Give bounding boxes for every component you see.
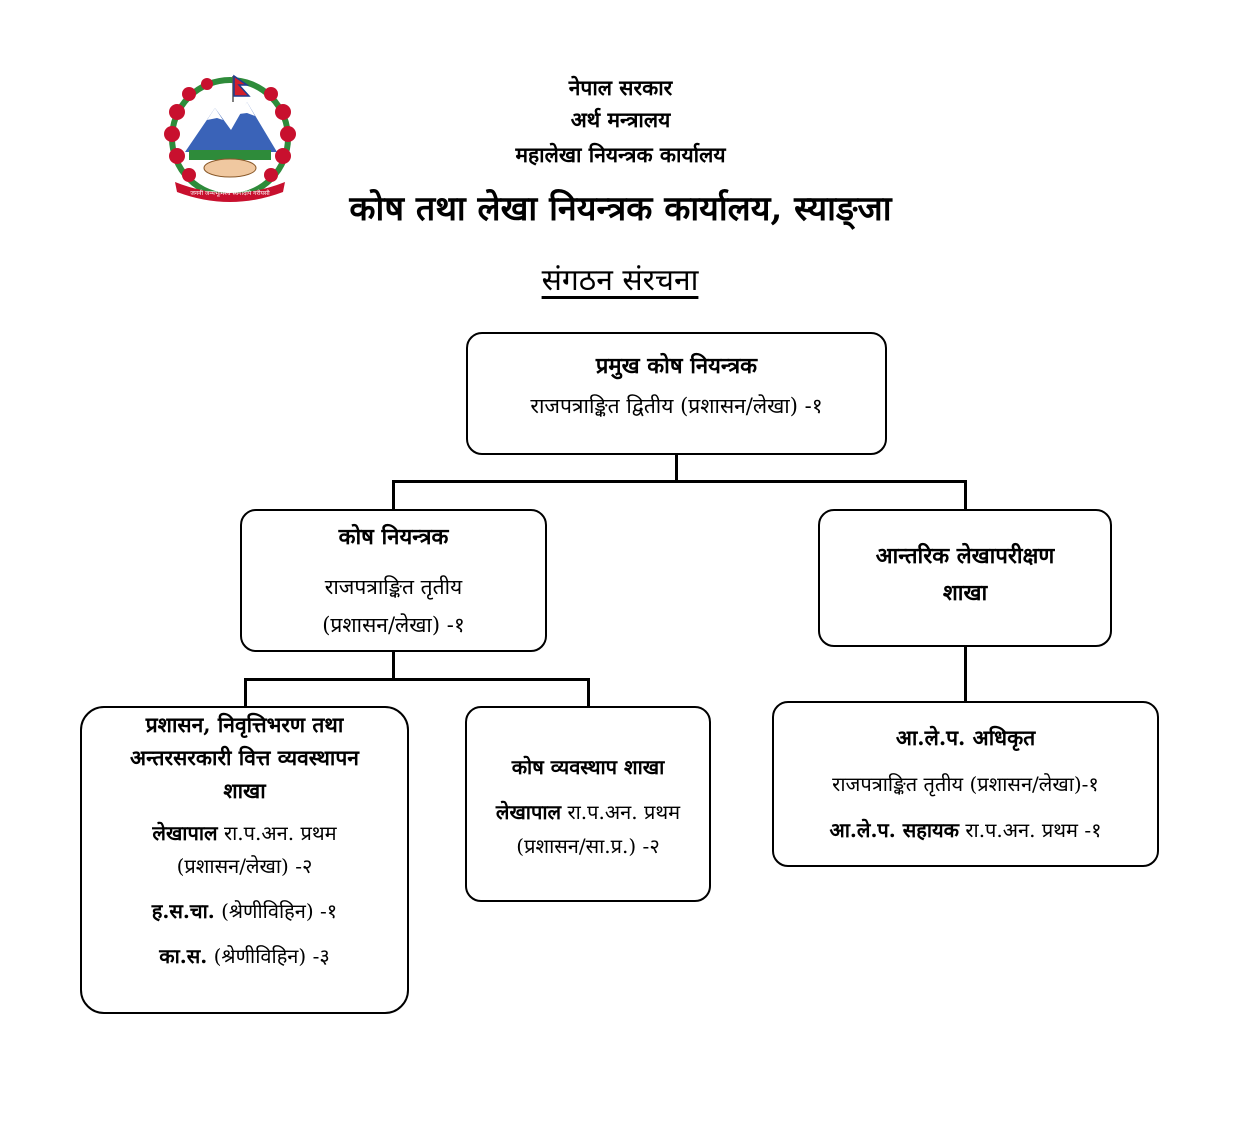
controller-service: (प्रशासन/लेखा) -१ [322, 613, 465, 637]
admin-office-assistant-row [82, 941, 407, 971]
auditors-assistant-post: आ.ले.प. सहायक [829, 818, 959, 842]
header-department: महालेखा नियन्त्रक कार्यालय [515, 142, 726, 167]
connector [392, 480, 967, 483]
treasury-accountant-post: लेखापाल [495, 800, 562, 824]
admin-office-assistant-rank: (श्रेणीविहिन) -३ [207, 944, 330, 968]
office-title: कोष तथा लेखा नियन्त्रक कार्यालय, स्याङ्जा [349, 189, 892, 229]
audit-title-line1: आन्तरिक लेखापरीक्षण [875, 543, 1055, 569]
connector [392, 651, 395, 680]
admin-accountant-service: (प्रशासन/लेखा) -२ [176, 854, 313, 878]
connector [964, 646, 967, 702]
admin-title-line1: प्रशासन, निवृत्तिभरण तथा [145, 712, 344, 737]
header-government: नेपाल सरकार [568, 75, 673, 100]
audit-title-line2: शाखा [942, 580, 988, 606]
admin-accountant-post: लेखापाल [152, 821, 218, 845]
treasury-accountant-service: (प्रशासन/सा.प्र.) -२ [516, 834, 660, 858]
chief-rank: राजपत्राङ्कित द्वितीय (प्रशासन/लेखा) -१ [530, 394, 823, 418]
admin-driver-post: ह.स.चा. [151, 899, 215, 923]
treasury-section-box [465, 706, 711, 902]
auditors-title: आ.ले.प. अधिकृत [895, 725, 1036, 750]
connector [244, 678, 247, 707]
admin-accountant-row [82, 818, 407, 848]
auditors-officer-rank: राजपत्राङ्कित तृतीय (प्रशासन/लेखा)-१ [832, 772, 1099, 796]
admin-driver-row [82, 896, 407, 926]
chief-title: प्रमुख कोष नियन्त्रक [595, 353, 758, 379]
internal-audit-box [818, 509, 1112, 647]
admin-title-line2: अन्तरसरकारी वित्त व्यवस्थापन [130, 745, 359, 770]
connector [964, 480, 967, 510]
auditors-box [772, 701, 1159, 867]
chief-controller-box [466, 332, 887, 455]
admin-section-box [80, 706, 409, 1014]
treasury-title: कोष व्यवस्थाप शाखा [511, 755, 665, 779]
admin-driver-rank: (श्रेणीविहिन) -१ [214, 899, 338, 923]
emblem-motto: जननी जन्मभूमिश्च स्वर्गादपि गरीयसी [190, 190, 270, 197]
auditors-assistant-rank: रा.प.अन. प्रथम -१ [958, 818, 1102, 842]
connector [392, 480, 395, 510]
controller-rank: राजपत्राङ्कित तृतीय [324, 575, 463, 599]
admin-accountant-rank: रा.प.अन. प्रथम [217, 821, 337, 845]
treasury-accountant-row [467, 797, 709, 827]
connector [244, 678, 590, 681]
connector [675, 454, 678, 482]
admin-office-assistant-post: का.स. [159, 944, 208, 968]
connector [587, 678, 590, 707]
treasury-accountant-rank: रा.प.अन. प्रथम [561, 800, 681, 824]
controller-title: कोष नियन्त्रक [338, 524, 449, 550]
admin-title-line3: शाखा [223, 778, 266, 803]
auditors-assistant-row [774, 815, 1157, 845]
chart-title: संगठन संरचना [541, 263, 699, 298]
controller-box [240, 509, 547, 652]
header-ministry: अर्थ मन्त्रालय [570, 107, 671, 132]
